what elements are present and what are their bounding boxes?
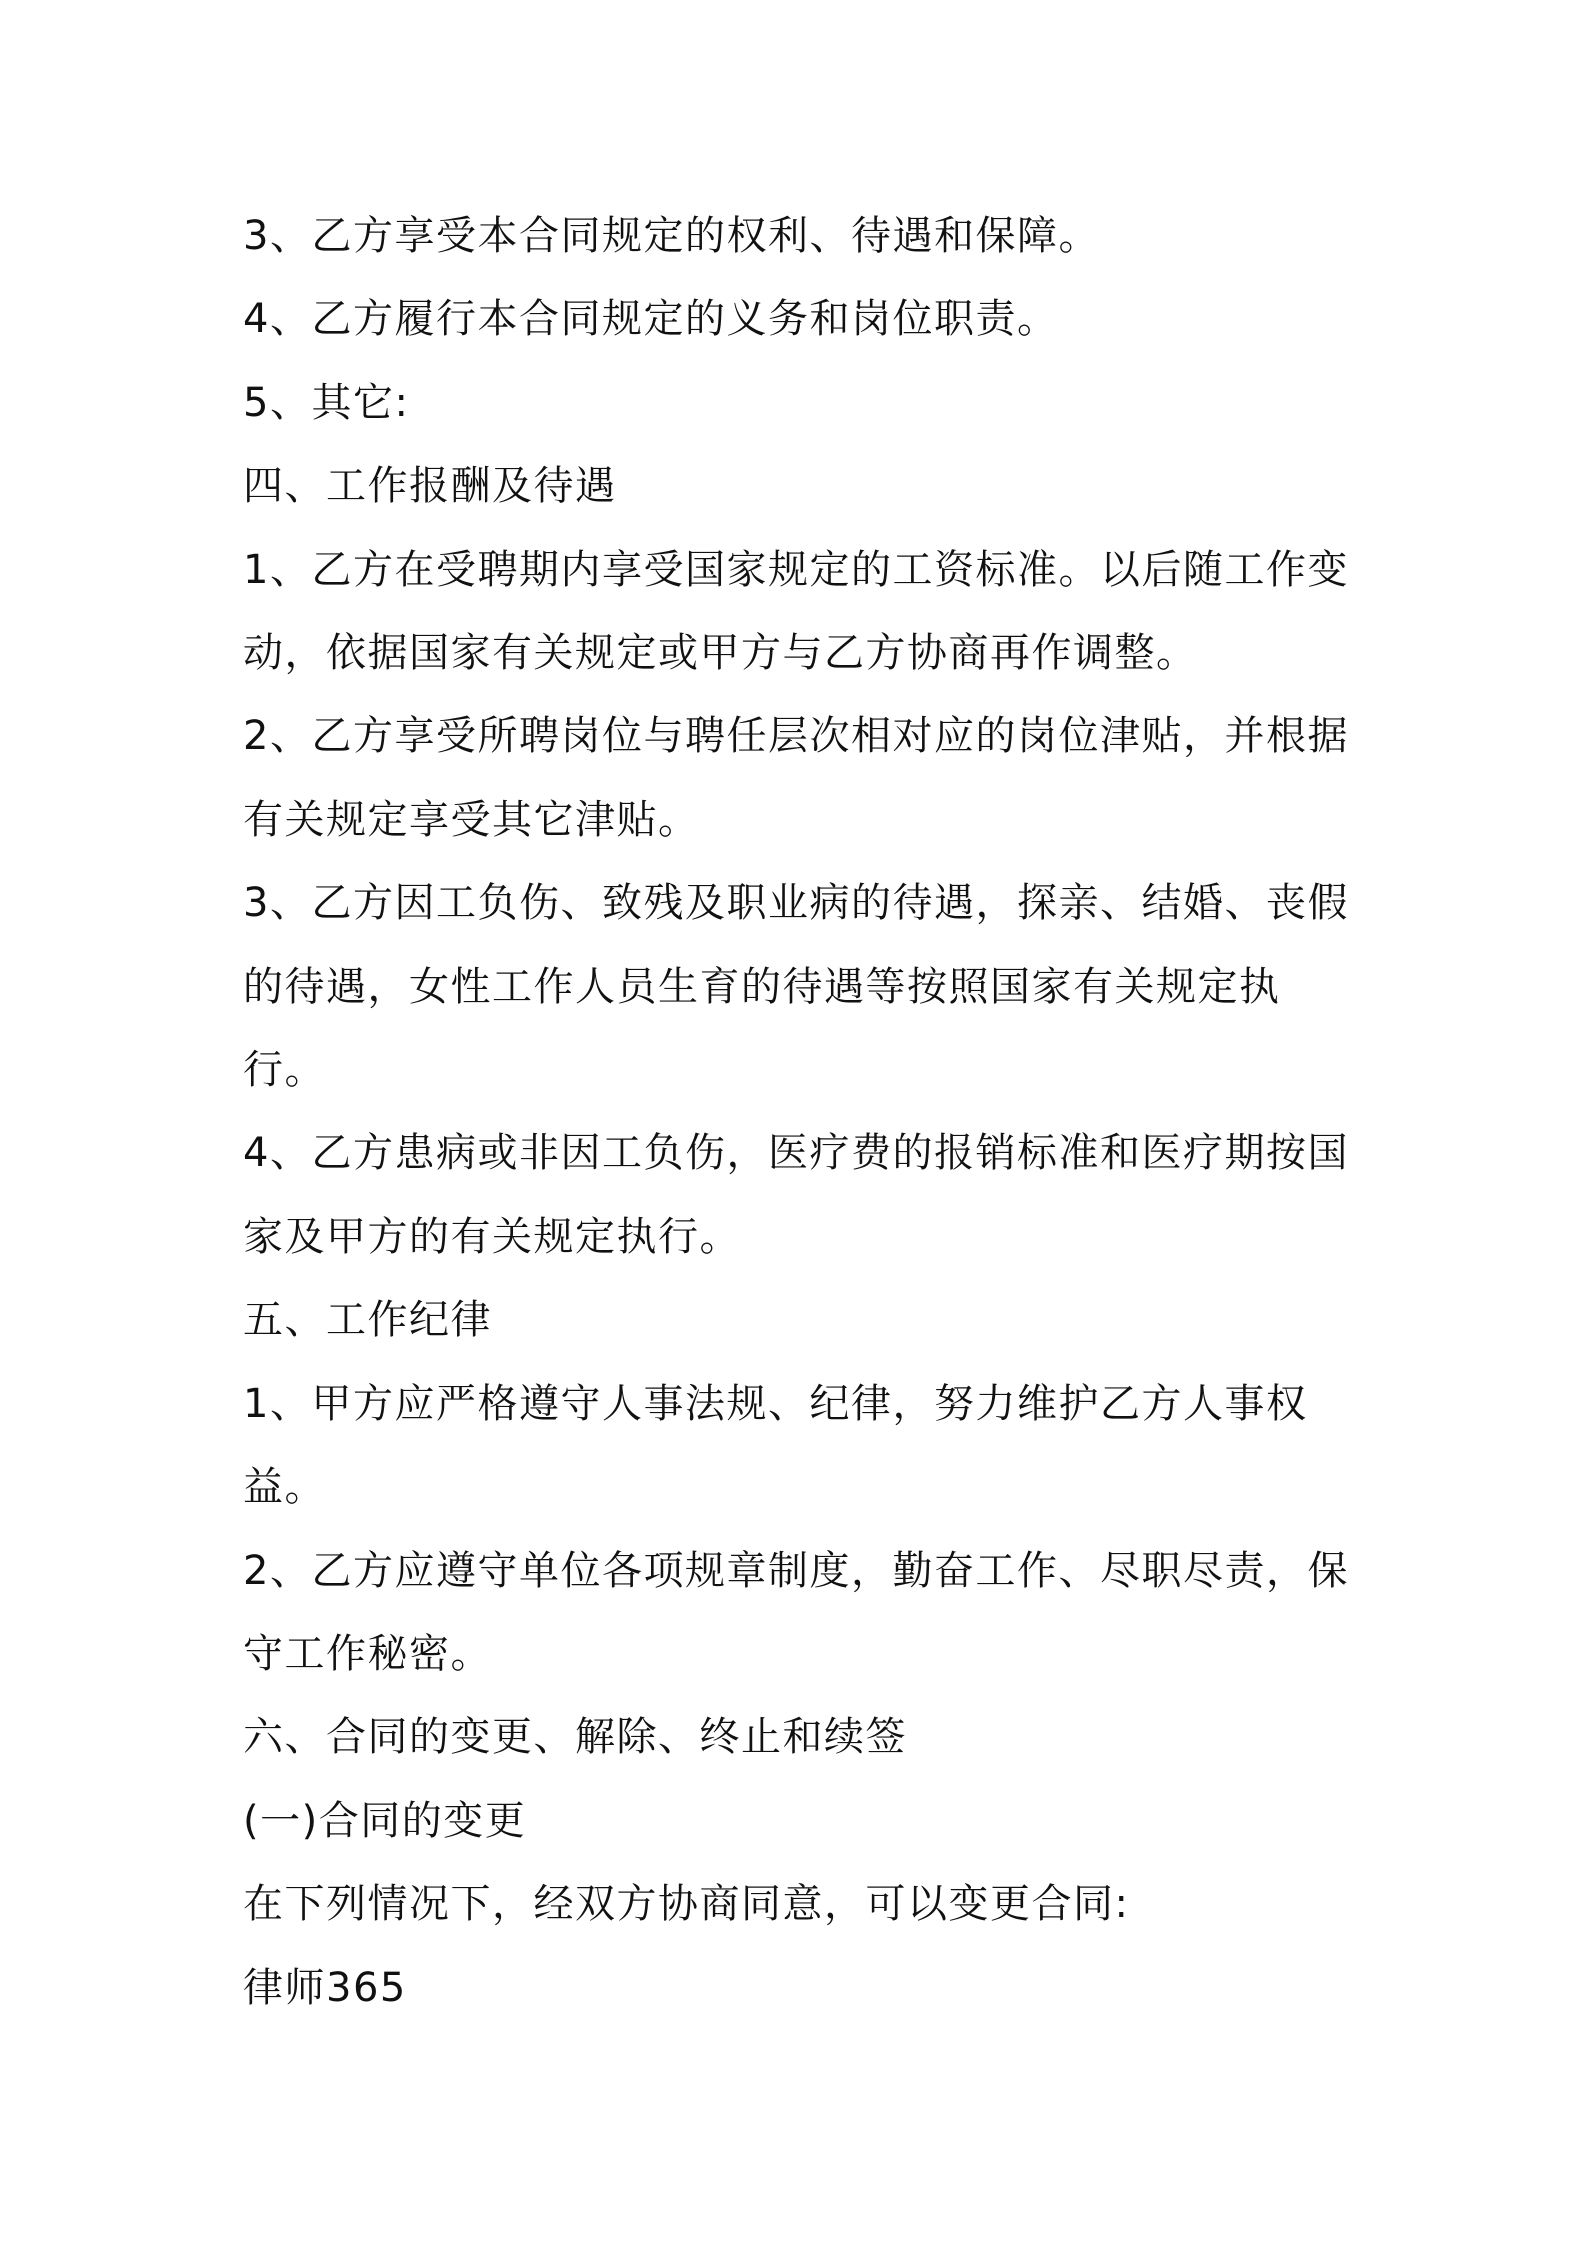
- amendment-intro: 在下列情况下，经双方协商同意，可以变更合同:: [243, 1881, 1130, 1928]
- clause-5-other: 5、其它:: [243, 379, 410, 426]
- compensation-clause-3: 3、乙方因工负伤、致残及职业病的待遇，探亲、结婚、丧假的待遇，女性工作人员生育的待遇等按照国家有关规定执行。: [243, 880, 1349, 1094]
- subsection-heading-contract-amendment: (一)合同的变更: [243, 1797, 527, 1844]
- compensation-clause-1: 1、乙方在受聘期内享受国家规定的工资标准。以后随工作变动，依据国家有关规定或甲方与乙方协商再作调整。: [243, 546, 1349, 677]
- clause-4-duties: 4、乙方履行本合同规定的义务和岗位职责。: [243, 296, 1059, 343]
- document-body: [243, 195, 1363, 2030]
- discipline-clause-1: 1、甲方应严格遵守人事法规、纪律，努力维护乙方人事权益。: [243, 1380, 1308, 1511]
- section-heading-contract-changes: 六、合同的变更、解除、终止和续签: [243, 1714, 907, 1761]
- section-heading-discipline: 五、工作纪律: [243, 1297, 492, 1344]
- compensation-clause-2: 2、乙方享受所聘岗位与聘任层次相对应的岗位津贴，并根据有关规定享受其它津贴。: [243, 713, 1349, 843]
- discipline-clause-2: 2、乙方应遵守单位各项规章制度，勤奋工作、尽职尽责，保守工作秘密。: [243, 1547, 1349, 1677]
- compensation-clause-4: 4、乙方患病或非因工负伤，医疗费的报销标准和医疗期按国家及甲方的有关规定执行。: [243, 1130, 1349, 1260]
- clause-3-rights: 3、乙方享受本合同规定的权利、待遇和保障。: [243, 213, 1100, 259]
- section-heading-compensation: 四、工作报酬及待遇: [243, 463, 617, 510]
- footer-source: 律师365: [243, 1964, 407, 2011]
